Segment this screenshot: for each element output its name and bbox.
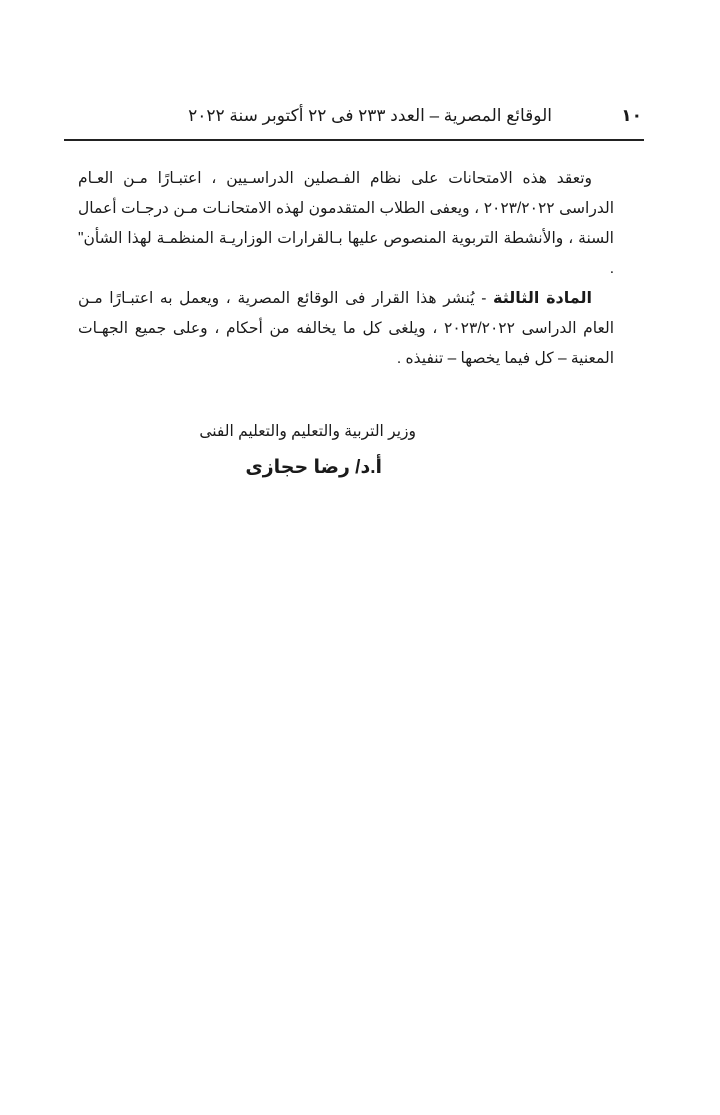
running-title: الوقائع المصرية – العدد ٢٣٣ فى ٢٢ أكتوبر سنة ٢٠٢٢: [188, 106, 552, 125]
signature-block: [199, 420, 416, 479]
header-divider: [64, 139, 644, 141]
signatory-name: أ.د/ رضا حجازى: [245, 457, 382, 478]
paragraph-article-3: [78, 284, 614, 374]
document-body: [78, 164, 614, 374]
signatory-title: وزير التربية والتعليم والتعليم الفنى: [199, 423, 416, 440]
article-heading: المادة الثالثة: [493, 290, 592, 307]
article-text: - يُنشر هذا القرار فى الوقائع المصرية ، ويعمل به اعتبـارًا مـن العام الدراسى ٢٠٢٣/٢٠٢٢ ، ويلغى كل ما يخالفه من أحكام ، وعلى جميع الجهـات المعنية – كل فيما يخصها – تنفيذه .: [78, 290, 615, 367]
paragraph-exam-system: وتعقد هذه الامتحانات على نظام الفـصلين الدراسـيين ، اعتبـارًا مـن العـام الدراسى ٢٠٢٣/٢٠٢٢ ، ويعفى الطلاب المتقدمون لهذه الامتحانـات مـن درجـات أعمال السنة ، والأنشطة التربوية المنصوص عليها بـالقرارات الوزاريـة المنظمـة لهذا الشأن" .: [78, 170, 615, 277]
page-number: ١٠: [621, 106, 642, 125]
page-header: [64, 100, 644, 134]
